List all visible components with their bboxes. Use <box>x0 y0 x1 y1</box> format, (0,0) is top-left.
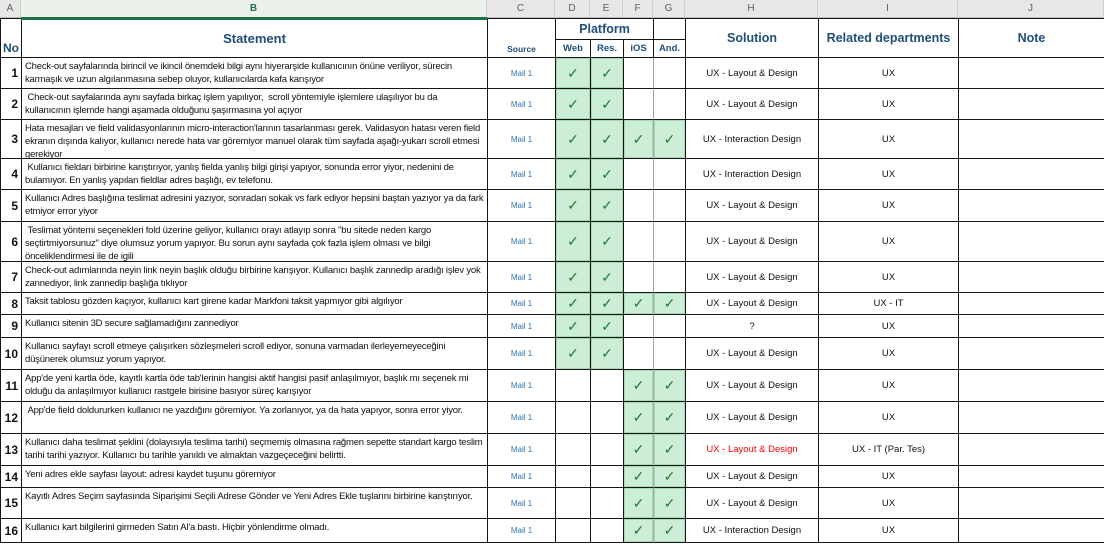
row-12-number-cell[interactable]: 12 <box>1 402 22 434</box>
row-6-statement-cell[interactable]: Teslimat yöntemi seçenekleri fold üzerine geliyor, kullanıcı orayı atlayıp sonra "bu sitede neden kargo seçtirtmiyorsunuz" diye olumsuz yorum yapıyor. Bu sorun aynı sayfada çok fazla işlem olması ve bilgi önceliklendirmesi ile de igili <box>22 222 488 262</box>
row-10-source-cell[interactable]: Mail 1 <box>488 338 556 370</box>
row-8-platform-web-check-icon[interactable]: ✓ <box>556 293 591 315</box>
row-9-statement-cell[interactable]: Kullanıcı sitenin 3D secure sağlamadığını zannediyor <box>22 315 488 338</box>
row-16-platform-res-cell[interactable] <box>591 519 624 543</box>
row-4-solution-cell[interactable]: UX - Interaction Design <box>686 159 819 190</box>
column-header-f[interactable]: F <box>623 0 653 18</box>
row-1-statement-cell[interactable]: Check-out sayfalarında birincil ve ikincil önemdeki bilgi aynı hiyerarşide kullanıcının önüne veriliyor, sürecin karmaşık ve uzun algılanmasına sebep oluyor, kullanıcılarda kafa karışıyor <box>22 58 488 89</box>
column-header-j[interactable]: J <box>958 0 1104 18</box>
row-11-statement-cell[interactable]: App'de yeni kartla öde, kayıtlı kartla öde tab'lerinin hangisi aktif hangisi pasif anlaşılmıyor, başlık mı seçenek mi olduğu da anlaşılmıyor kullanıcı rastgele birisine basıyor süreç karışıyor <box>22 370 488 402</box>
column-header-b[interactable]: B <box>21 0 487 18</box>
row-8-platform-res-check-icon[interactable]: ✓ <box>591 293 624 315</box>
row-12-solution-cell[interactable]: UX - Layout & Design <box>686 402 819 434</box>
row-2-note-cell[interactable] <box>959 89 1104 120</box>
row-10-platform-and-cell[interactable] <box>654 338 686 370</box>
row-16-platform-ios-check-icon[interactable]: ✓ <box>624 519 654 543</box>
header-statement[interactable]: Statement <box>22 19 488 58</box>
row-11-platform-ios-check-icon[interactable]: ✓ <box>624 370 654 402</box>
row-7-platform-res-check-icon[interactable]: ✓ <box>591 262 624 293</box>
header-platform-spacer[interactable] <box>654 19 686 40</box>
row-5-note-cell[interactable] <box>959 190 1104 222</box>
header-platform-and[interactable]: And. <box>654 40 686 58</box>
selection-indicator <box>21 17 487 20</box>
row-15-source-cell[interactable]: Mail 1 <box>488 488 556 519</box>
row-4-note-cell[interactable] <box>959 159 1104 190</box>
row-1-platform-ios-cell[interactable] <box>624 58 654 89</box>
header-platform-res[interactable]: Res. <box>591 40 624 58</box>
row-6-platform-and-cell[interactable] <box>654 222 686 262</box>
row-9-source-cell[interactable]: Mail 1 <box>488 315 556 338</box>
row-3-source-cell[interactable]: Mail 1 <box>488 120 556 159</box>
row-15-related-cell[interactable]: UX <box>819 488 959 519</box>
row-5-related-cell[interactable]: UX <box>819 190 959 222</box>
row-3-note-cell[interactable] <box>959 120 1104 159</box>
row-5-platform-res-check-icon[interactable]: ✓ <box>591 190 624 222</box>
header-platform-ios[interactable]: iOS <box>624 40 654 58</box>
row-12-note-cell[interactable] <box>959 402 1104 434</box>
row-5-source-cell[interactable]: Mail 1 <box>488 190 556 222</box>
row-9-platform-web-check-icon[interactable]: ✓ <box>556 315 591 338</box>
row-3-platform-ios-check-icon[interactable]: ✓ <box>624 120 654 159</box>
row-13-platform-web-cell[interactable] <box>556 434 591 466</box>
row-16-solution-cell[interactable]: UX - Interaction Design <box>686 519 819 543</box>
row-6-note-cell[interactable] <box>959 222 1104 262</box>
row-15-platform-ios-check-icon[interactable]: ✓ <box>624 488 654 519</box>
row-12-platform-web-cell[interactable] <box>556 402 591 434</box>
row-14-related-cell[interactable]: UX <box>819 466 959 488</box>
row-3-statement-cell[interactable]: Hata mesajları ve field validasyonlarının micro-interaction'larının tasarlanması gerek. Validasyon hatası veren field ekranın dışında kalıyor, kullanıcı nerede hata var göremiyor manuel olarak tüm sayfada aşağı-yukarı scroll etmesi gerekiyor <box>22 120 488 159</box>
row-5-statement-cell[interactable]: Kullanıcı Adres başlığına teslimat adresini yazıyor, sonradan sokak vs fark ediyor hepsini baştan yazıyor ya da fark etmiyor error yiyor <box>22 190 488 222</box>
row-9-platform-ios-cell[interactable] <box>624 315 654 338</box>
row-1-related-cell[interactable]: UX <box>819 58 959 89</box>
row-11-source-cell[interactable]: Mail 1 <box>488 370 556 402</box>
row-13-number-cell[interactable]: 13 <box>1 434 22 466</box>
row-7-related-cell[interactable]: UX <box>819 262 959 293</box>
row-4-platform-and-cell[interactable] <box>654 159 686 190</box>
row-11-number-cell[interactable]: 11 <box>1 370 22 402</box>
row-13-related-cell[interactable]: UX - IT (Par. Tes) <box>819 434 959 466</box>
row-2-related-cell[interactable]: UX <box>819 89 959 120</box>
column-header-a[interactable]: A <box>0 0 21 18</box>
row-5-platform-and-cell[interactable] <box>654 190 686 222</box>
row-9-platform-and-cell[interactable] <box>654 315 686 338</box>
row-1-platform-and-cell[interactable] <box>654 58 686 89</box>
row-13-source-cell[interactable]: Mail 1 <box>488 434 556 466</box>
row-15-platform-res-cell[interactable] <box>591 488 624 519</box>
row-13-platform-ios-check-icon[interactable]: ✓ <box>624 434 654 466</box>
column-header-g[interactable]: G <box>653 0 685 18</box>
row-9-related-cell[interactable]: UX <box>819 315 959 338</box>
row-6-related-cell[interactable]: UX <box>819 222 959 262</box>
row-10-number-cell[interactable]: 10 <box>1 338 22 370</box>
row-7-platform-and-cell[interactable] <box>654 262 686 293</box>
row-6-platform-web-check-icon[interactable]: ✓ <box>556 222 591 262</box>
row-15-statement-cell[interactable]: Kayıtlı Adres Seçim sayfasında Siparişimi Seçili Adrese Gönder ve Yeni Adres Ekle tuşlarını birbirine karıştırıyor. <box>22 488 488 519</box>
row-3-number-cell[interactable]: 3 <box>1 120 22 159</box>
header-no[interactable]: No <box>1 19 22 58</box>
row-12-statement-cell[interactable]: App'de field doldururken kullanıcı ne yazdığını göremiyor. Ya zorlanıyor, ya da hata yapıyor, sonra error yiyor. <box>22 402 488 434</box>
row-13-statement-cell[interactable]: Kullanıcı daha teslimat şeklini (dolayısıyla teslima tarihi) seçmemiş olmasına rağmen sepette standart kargo teslim tarihi tarihi yazıyor. Kullanıcı bu tarihle yanıldı ve almaktan vazgeçeceğini belirtti. <box>22 434 488 466</box>
worksheet-table <box>0 18 1104 543</box>
column-header-e[interactable]: E <box>590 0 623 18</box>
row-1-platform-res-check-icon[interactable]: ✓ <box>591 58 624 89</box>
row-9-number-cell[interactable]: 9 <box>1 315 22 338</box>
row-9-solution-cell[interactable]: ? <box>686 315 819 338</box>
row-7-platform-web-check-icon[interactable]: ✓ <box>556 262 591 293</box>
row-6-number-cell[interactable]: 6 <box>1 222 22 262</box>
row-10-solution-cell[interactable]: UX - Layout & Design <box>686 338 819 370</box>
row-2-platform-web-check-icon[interactable]: ✓ <box>556 89 591 120</box>
row-14-number-cell[interactable]: 14 <box>1 466 22 488</box>
row-2-platform-and-cell[interactable] <box>654 89 686 120</box>
row-15-note-cell[interactable] <box>959 488 1104 519</box>
row-14-solution-cell[interactable]: UX - Layout & Design <box>686 466 819 488</box>
column-letter-strip <box>0 0 1104 18</box>
row-4-platform-ios-cell[interactable] <box>624 159 654 190</box>
row-8-platform-ios-check-icon[interactable]: ✓ <box>624 293 654 315</box>
header-platform-group[interactable]: Platform <box>556 19 654 40</box>
row-3-platform-and-check-icon[interactable]: ✓ <box>654 120 686 159</box>
row-8-platform-and-check-icon[interactable]: ✓ <box>654 293 686 315</box>
row-12-related-cell[interactable]: UX <box>819 402 959 434</box>
row-14-note-cell[interactable] <box>959 466 1104 488</box>
row-16-platform-and-check-icon[interactable]: ✓ <box>654 519 686 543</box>
row-5-platform-ios-cell[interactable] <box>624 190 654 222</box>
row-10-related-cell[interactable]: UX <box>819 338 959 370</box>
row-16-statement-cell[interactable]: Kullanıcı kart bilgilerini girmeden Satın Al'a bastı. Hiçbir yönlendirme olmadı. <box>22 519 488 543</box>
row-5-number-cell[interactable]: 5 <box>1 190 22 222</box>
row-8-number-cell[interactable]: 8 <box>1 293 22 315</box>
row-8-source-cell[interactable]: Mail 1 <box>488 293 556 315</box>
row-11-platform-web-cell[interactable] <box>556 370 591 402</box>
row-7-statement-cell[interactable]: Check-out adımlarında neyin link neyin başlık olduğu birbirine karışıyor. Kullanıcı başlık zannedip aradığı işlev yok zannediyor, link zannedip başlığa tıklıyor <box>22 262 488 293</box>
row-6-source-cell[interactable]: Mail 1 <box>488 222 556 262</box>
row-14-platform-ios-check-icon[interactable]: ✓ <box>624 466 654 488</box>
row-3-related-cell[interactable]: UX <box>819 120 959 159</box>
row-2-statement-cell[interactable]: Check-out sayfalarında aynı sayfada birkaç işlem yapılıyor, scroll yöntemiyle işlemlere ulaşılıyor bu da kullanıcının işlemde hangi aşamada olduğunu şaşırmasına yol açıyor <box>22 89 488 120</box>
row-15-number-cell[interactable]: 15 <box>1 488 22 519</box>
row-15-solution-cell[interactable]: UX - Layout & Design <box>686 488 819 519</box>
row-2-number-cell[interactable]: 2 <box>1 89 22 120</box>
row-12-platform-and-check-icon[interactable]: ✓ <box>654 402 686 434</box>
row-2-platform-ios-cell[interactable] <box>624 89 654 120</box>
row-1-note-cell[interactable] <box>959 58 1104 89</box>
row-9-note-cell[interactable] <box>959 315 1104 338</box>
header-solution[interactable]: Solution <box>686 19 819 58</box>
row-7-solution-cell[interactable]: UX - Layout & Design <box>686 262 819 293</box>
row-11-platform-res-cell[interactable] <box>591 370 624 402</box>
row-13-platform-and-check-icon[interactable]: ✓ <box>654 434 686 466</box>
row-15-platform-web-cell[interactable] <box>556 488 591 519</box>
row-11-platform-and-check-icon[interactable]: ✓ <box>654 370 686 402</box>
row-13-platform-res-cell[interactable] <box>591 434 624 466</box>
row-6-solution-cell[interactable]: UX - Layout & Design <box>686 222 819 262</box>
row-14-platform-and-check-icon[interactable]: ✓ <box>654 466 686 488</box>
row-10-statement-cell[interactable]: Kullanıcı sayfayı scroll etmeye çalışırken sözleşmeleri scroll ediyor, sonuna varmadan ilerleyemeyeceğini düşünerek olumsuz yorum yapıyor. <box>22 338 488 370</box>
row-10-platform-ios-cell[interactable] <box>624 338 654 370</box>
row-15-platform-and-check-icon[interactable]: ✓ <box>654 488 686 519</box>
row-5-solution-cell[interactable]: UX - Layout & Design <box>686 190 819 222</box>
row-12-platform-ios-check-icon[interactable]: ✓ <box>624 402 654 434</box>
row-10-platform-res-check-icon[interactable]: ✓ <box>591 338 624 370</box>
row-11-related-cell[interactable]: UX <box>819 370 959 402</box>
row-1-platform-web-check-icon[interactable]: ✓ <box>556 58 591 89</box>
row-9-platform-res-check-icon[interactable]: ✓ <box>591 315 624 338</box>
row-1-solution-cell[interactable]: UX - Layout & Design <box>686 58 819 89</box>
row-16-note-cell[interactable] <box>959 519 1104 543</box>
row-10-note-cell[interactable] <box>959 338 1104 370</box>
row-16-source-cell[interactable]: Mail 1 <box>488 519 556 543</box>
header-source[interactable]: Source <box>488 19 556 58</box>
row-3-solution-cell[interactable]: UX - Interaction Design <box>686 120 819 159</box>
row-10-platform-web-check-icon[interactable]: ✓ <box>556 338 591 370</box>
row-4-platform-web-check-icon[interactable]: ✓ <box>556 159 591 190</box>
row-1-source-cell[interactable]: Mail 1 <box>488 58 556 89</box>
row-11-solution-cell[interactable]: UX - Layout & Design <box>686 370 819 402</box>
row-8-related-cell[interactable]: UX - IT <box>819 293 959 315</box>
column-header-c[interactable]: C <box>487 0 555 18</box>
row-8-solution-cell[interactable]: UX - Layout & Design <box>686 293 819 315</box>
row-14-source-cell[interactable]: Mail 1 <box>488 466 556 488</box>
row-8-statement-cell[interactable]: Taksit tablosu gözden kaçıyor, kullanıcı kart girene kadar Markfoni taksit yapmıyor gibi algılıyor <box>22 293 488 315</box>
row-14-platform-web-cell[interactable] <box>556 466 591 488</box>
header-platform-web[interactable]: Web <box>556 40 591 58</box>
row-16-platform-web-cell[interactable] <box>556 519 591 543</box>
row-3-platform-res-check-icon[interactable]: ✓ <box>591 120 624 159</box>
row-4-source-cell[interactable]: Mail 1 <box>488 159 556 190</box>
row-3-platform-web-check-icon[interactable]: ✓ <box>556 120 591 159</box>
row-11-note-cell[interactable] <box>959 370 1104 402</box>
row-12-source-cell[interactable]: Mail 1 <box>488 402 556 434</box>
row-5-platform-web-check-icon[interactable]: ✓ <box>556 190 591 222</box>
row-12-platform-res-cell[interactable] <box>591 402 624 434</box>
row-2-solution-cell[interactable]: UX - Layout & Design <box>686 89 819 120</box>
row-16-related-cell[interactable]: UX <box>819 519 959 543</box>
column-header-i[interactable]: I <box>818 0 958 18</box>
row-4-related-cell[interactable]: UX <box>819 159 959 190</box>
header-note[interactable]: Note <box>959 19 1104 58</box>
column-header-h[interactable]: H <box>685 0 818 18</box>
row-7-note-cell[interactable] <box>959 262 1104 293</box>
row-2-source-cell[interactable]: Mail 1 <box>488 89 556 120</box>
row-2-platform-res-check-icon[interactable]: ✓ <box>591 89 624 120</box>
row-4-statement-cell[interactable]: Kullanıcı fieldarı birbirine karıştırıyor, yanlış fielda yanlış bilgi girişi yapıyor, sonunda error yiyor, nedenini de bulamıyor. En yanlış yapılan fieldlar adres başlığı, ev telefonu. <box>22 159 488 190</box>
row-14-platform-res-cell[interactable] <box>591 466 624 488</box>
row-14-statement-cell[interactable]: Yeni adres ekle sayfası layout: adresi kaydet tuşunu göremiyor <box>22 466 488 488</box>
row-6-platform-ios-cell[interactable] <box>624 222 654 262</box>
row-7-platform-ios-cell[interactable] <box>624 262 654 293</box>
header-related[interactable]: Related departments <box>819 19 959 58</box>
row-7-number-cell[interactable]: 7 <box>1 262 22 293</box>
row-4-platform-res-check-icon[interactable]: ✓ <box>591 159 624 190</box>
row-13-note-cell[interactable] <box>959 434 1104 466</box>
column-header-d[interactable]: D <box>555 0 590 18</box>
row-6-platform-res-check-icon[interactable]: ✓ <box>591 222 624 262</box>
row-4-number-cell[interactable]: 4 <box>1 159 22 190</box>
row-16-number-cell[interactable]: 16 <box>1 519 22 543</box>
row-1-number-cell[interactable]: 1 <box>1 58 22 89</box>
row-13-solution-cell[interactable]: UX - Layout & Design <box>686 434 819 466</box>
row-8-note-cell[interactable] <box>959 293 1104 315</box>
row-7-source-cell[interactable]: Mail 1 <box>488 262 556 293</box>
